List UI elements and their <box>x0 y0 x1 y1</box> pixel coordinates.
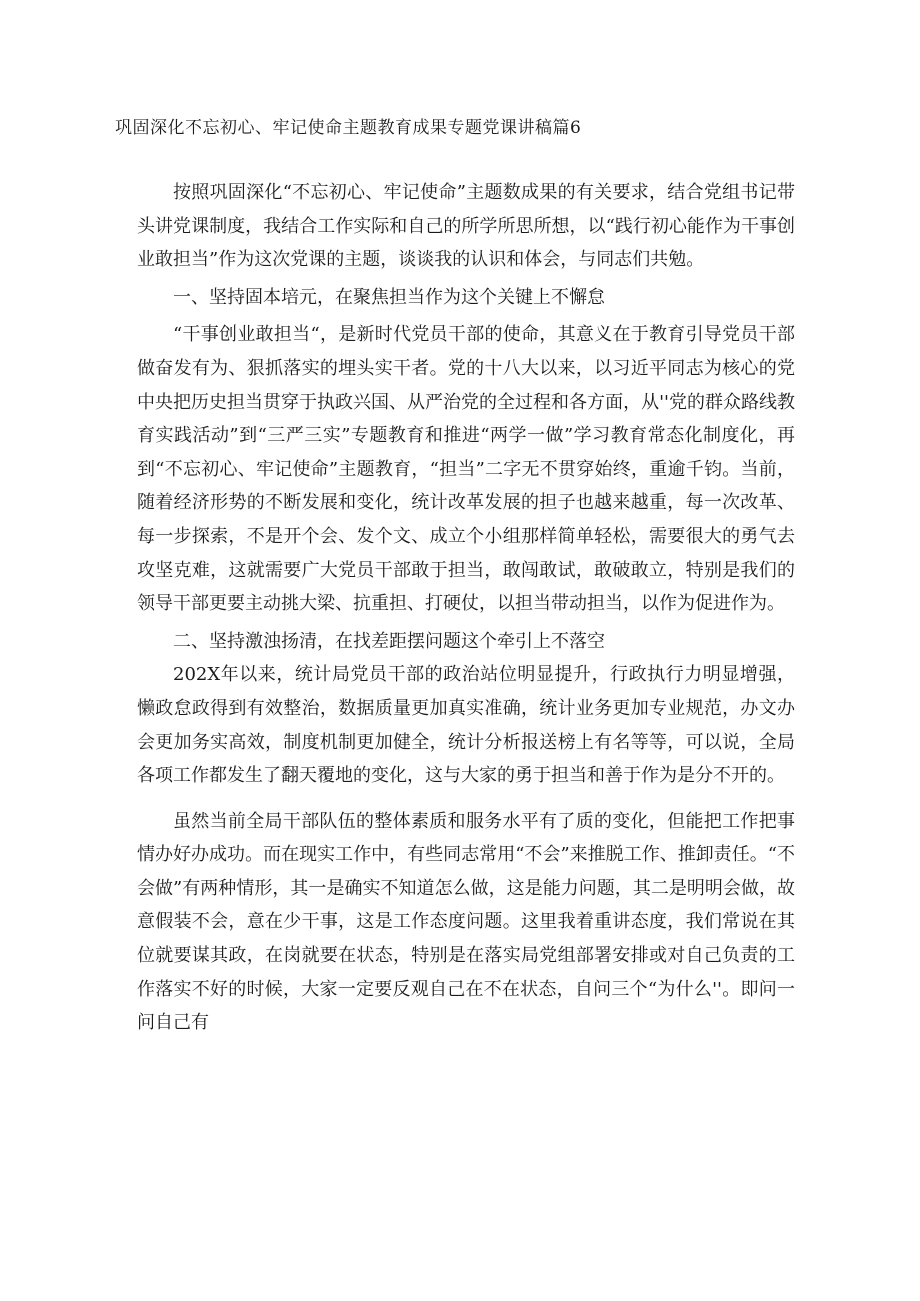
body-paragraph-section-2b: 虽然当前全局干部队伍的整体素质和服务水平有了质的变化，但能把工作把事情办好办成功。而在现实工作中，有些同志常用“不会”来推脱工作、推卸责任。“不会做”有两种情形，其一是确实不知道怎么做，这是能力问题，其二是明明会做，故意假装不会，意在少干事，这是工作态度问题。这里我着重讲态度，我们常说在其位就要谋其政，在岗就要在状态，特别是在落实局党组部署安排或对自己负责的工作落实不好的时候，大家一定要反观自己在不在状态，自问三个“为什么''。即问一问自己有 <box>137 810 795 1034</box>
body-paragraph-intro: 按照巩固深化“不忘初心、牢记使命”主题数成果的有关要求，结合党组书记带头讲党课制度，我结合工作实际和自己的所学所思所想，以“践行初心能作为干事创业敢担当”作为这次党课的主题，谈谈我的认识和体会，与同志们共勉。 <box>137 182 795 271</box>
section-heading-2: 二、坚持激浊扬清，在找差距摆问题这个牵引上不落空 <box>173 630 605 652</box>
body-paragraph-section-2a: 202X年以来，统计局党员干部的政治站位明显提升，行政执行力明显增强，懒政怠政得到有效整治，数据质量更加真实准确，统计业务更加专业规范，办文办会更加务实高效，制度机制更加健全，统计分析报送榜上有名等等，可以说，全局各项工作都发生了翻天覆地的变化，这与大家的勇于担当和善于作为是分不开的。 <box>137 664 795 787</box>
document-body <box>137 176 795 1040</box>
body-paragraph-section-1: “干事创业敢担当“，是新时代党员干部的使命，其意义在于教育引导党员干部做奋发有为、狠抓落实的埋头实干者。党的十八大以来，以习近平同志为核心的党中央把历史担当贯穿于执政兴国、从严治党的全过程和各方面，从''党的群众路线教育实践活动”到“三严三实”专题教育和推进“两学一做”学习教育常态化制度化，再到“不忘初心、牢记使命”主题教育，“担当”二字无不贯穿始终，重逾千钧。当前，随着经济形势的不断发展和变化，统计改革发展的担子也越来越重，每一次改革、每一步探索，不是开个会、发个文、成立个小组那样简单轻松，需要很大的勇气去攻坚克难，这就需要广大党员干部敢于担当，敢闯敢试，敢破敢立，特别是我们的领导干部更要主动挑大梁、抗重担、打硬仗，以担当带动担当，以作为促进作为。 <box>137 324 795 615</box>
document-title: 巩固深化不忘初心、牢记使命主题教育成果专题党课讲稿篇6 <box>115 118 582 138</box>
section-heading-1: 一、坚持固本培元，在聚焦担当作为这个关键上不懈怠 <box>173 286 605 308</box>
